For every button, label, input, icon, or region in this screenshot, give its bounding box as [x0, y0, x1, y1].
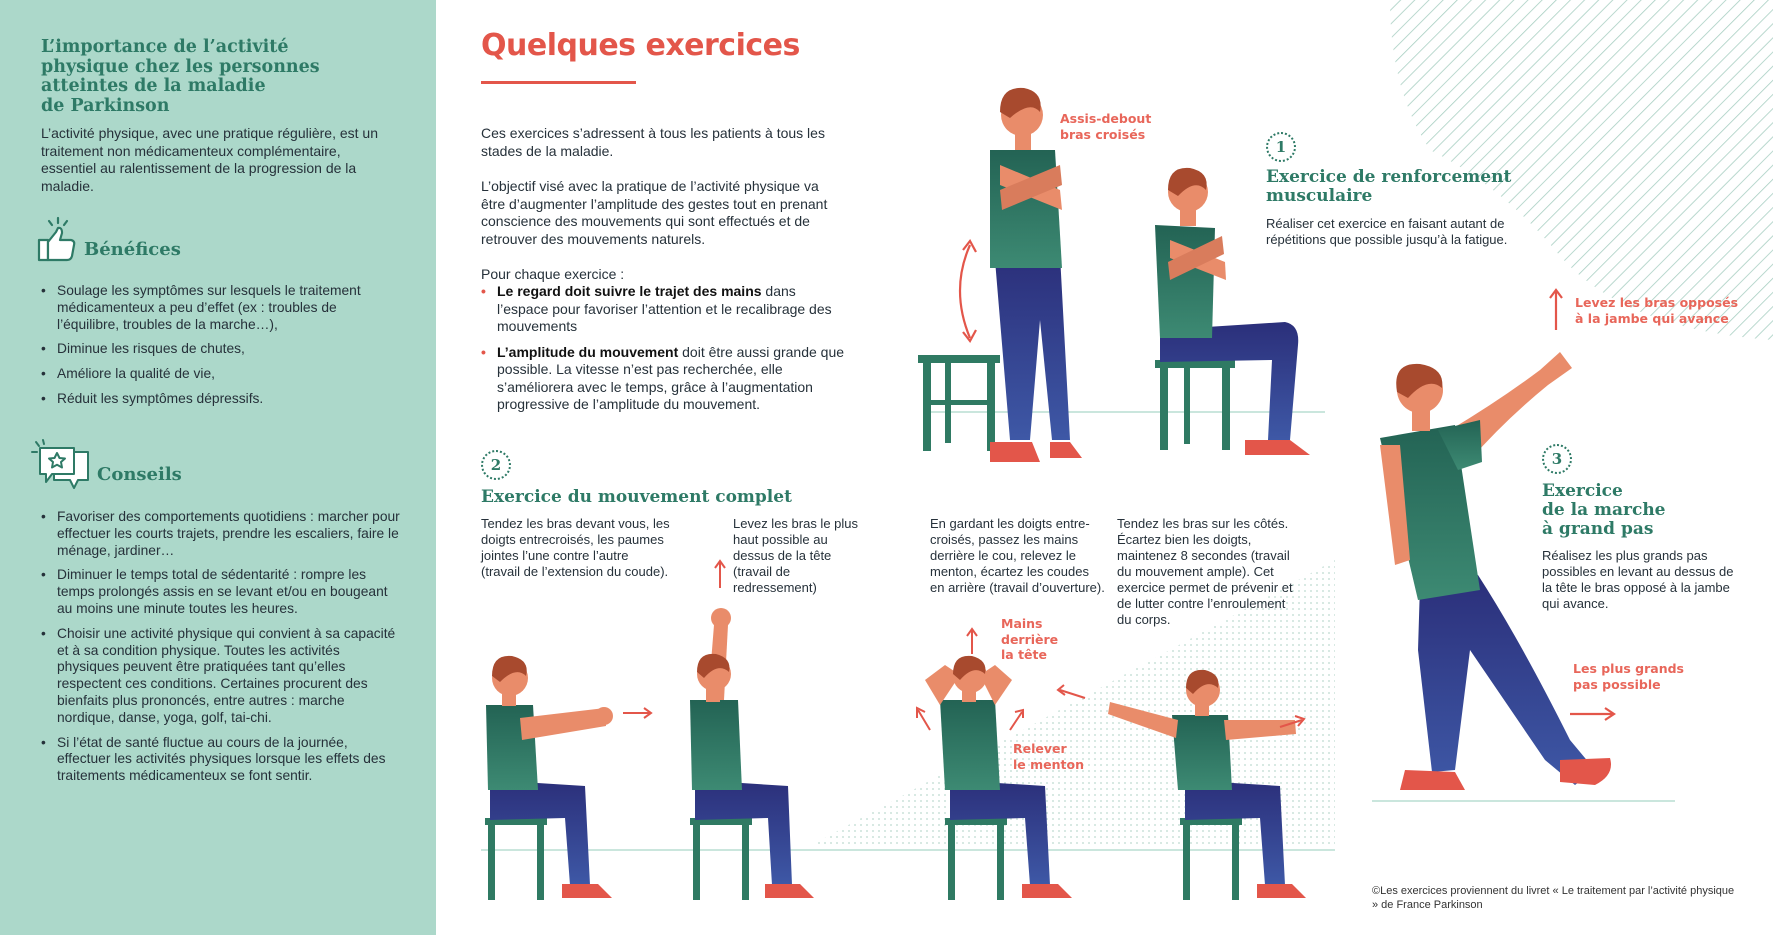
tips-heading: Conseils — [97, 464, 182, 485]
guideline-text: doit être aussi grande que possible. La vitesse n’est pas recherchée, elle s’améliorera avec le temps, grâce à l’augmentation progressive de l’amplitude du mouvement. — [497, 343, 845, 412]
exercise-1-text: Réaliser cet exercice en faisant autant de répétitions que possible jusqu’à la fatigue. — [1266, 216, 1508, 247]
for-each-label: Pour chaque exercice : — [481, 266, 625, 282]
intro-paragraph-1: Ces exercices s’adressent à tous les patients à tous les stades de la maladie. — [481, 125, 825, 159]
list-item: • Améliore la qualité de vie, — [41, 366, 401, 383]
list-item — [481, 344, 846, 414]
exercise-guidelines — [481, 283, 846, 422]
list-item: • Favoriser des comportements quotidiens : marcher pour effectuer les courts trajets, prendre les escaliers, faire le ménage, jardiner… — [41, 509, 401, 559]
title-underline — [481, 81, 636, 84]
exercise-2-step-4: Tendez les bras sur les côtés. Écartez bien les doigts, maintenez 8 secondes (travail du mouvement ample). Cet exercice permet de prévenir et de lutter contre l’enroulement du corps. — [1117, 516, 1293, 627]
exercise-2-step-3: En gardant les doigts entre-croisés, passez les mains derrière le cou, relevez le menton, écartez les coudes en arrière (travail d’ouverture). — [930, 516, 1105, 595]
figure-arms-up — [690, 608, 814, 900]
exercise-2-title: Exercice du mouvement complet — [481, 487, 792, 507]
exercise-3-number: 3 — [1542, 444, 1572, 474]
list-item — [481, 283, 846, 336]
benefits-heading: Bénéfices — [84, 239, 181, 260]
caption-hands-behind-head: Mains derrière la tête — [1001, 616, 1059, 662]
list-item: • Si l’état de santé fluctue au cours de la journée, effectuer les activités physiques lorsque les effets des traitements médicamenteux se font sentir. — [41, 735, 401, 785]
list-item: • Choisir une activité physique qui convient à sa capacité et à sa condition physique. Toutes les activités physiques peuvent être pratiquées tant qu’elles respectent ces conditions. Certaines procurent des bienfaits plus prononcés, entre autres : marche nordique, danse, yoga, golf, tai-chi. — [41, 626, 401, 727]
caption-raise-opposite-arm: Levez les bras opposés à la jambe qui avance — [1575, 295, 1739, 326]
figure-arms-forward — [485, 656, 613, 900]
caption-sit-stand: Assis-debout bras croisés — [1060, 111, 1152, 142]
caption-raise-chin: Relever le menton — [1013, 741, 1084, 772]
guideline-bold: Le regard doit suivre le trajet des mains — [497, 283, 762, 299]
list-item: • Soulage les symptômes sur lesquels le traitement médicamenteux a peu d’effet (ex : troubles de l’équilibre, troubles de la marche…), — [41, 283, 401, 333]
exercise-3-title: Exercice de la marche à grand pas — [1542, 481, 1666, 539]
list-item: • Réduit les symptômes dépressifs. — [41, 391, 401, 408]
left-panel-intro: L’activité physique, avec une pratique régulière, est un traitement non médicamenteux complémentaire, essentiel au ralentissement de la progression de la maladie. — [41, 125, 378, 194]
exercise-2-step-1: Tendez les bras devant vous, les doigts entrecroisés, les paumes jointes l’une contre l’autre (travail de l’extension du coude). — [481, 516, 670, 579]
list-item: • Diminuer le temps total de sédentarité : rompre les temps prolongés assis en se levant et/ou en bougeant au moins une minute toutes les heures. — [41, 567, 401, 617]
exercise-1-number: 1 — [1266, 132, 1296, 162]
guideline-bold: L’amplitude du mouvement — [497, 343, 679, 360]
figure-standing — [918, 88, 1082, 462]
exercise-1-title: Exercice de renforcement musculaire — [1266, 167, 1512, 206]
exercise-2-number: 2 — [481, 450, 511, 480]
exercise-3-text: Réalisez les plus grands pas possibles en levant au dessus de la tête le bras opposé à la jambe qui avance. — [1542, 548, 1734, 611]
guideline-text: dans l’espace pour favoriser l’attention et le recalibrage des mouvements — [497, 283, 832, 334]
left-panel-title: L’importance de l’activité physique chez les personnes atteintes de la maladie de Parkinson — [41, 37, 320, 116]
credit-note: ©Les exercices proviennent du livret « Le traitement par l’activité physique » de France Parkinson — [1372, 885, 1735, 911]
list-item: • Diminue les risques de chutes, — [41, 341, 401, 358]
intro-paragraph-2: L’objectif visé avec la pratique de l’activité physique va être d’augmenter l’amplitude des gestes tout en prenant conscience des mouvements qui sont effectués et de retrouver des mouvements naturels. — [481, 178, 828, 247]
caption-big-steps: Les plus grands pas possible — [1573, 661, 1684, 692]
page-title: Quelques exercices — [481, 28, 800, 63]
exercise-2-step-2: Levez les bras le plus haut possible au dessus de la tête (travail de redressement) — [733, 516, 859, 595]
